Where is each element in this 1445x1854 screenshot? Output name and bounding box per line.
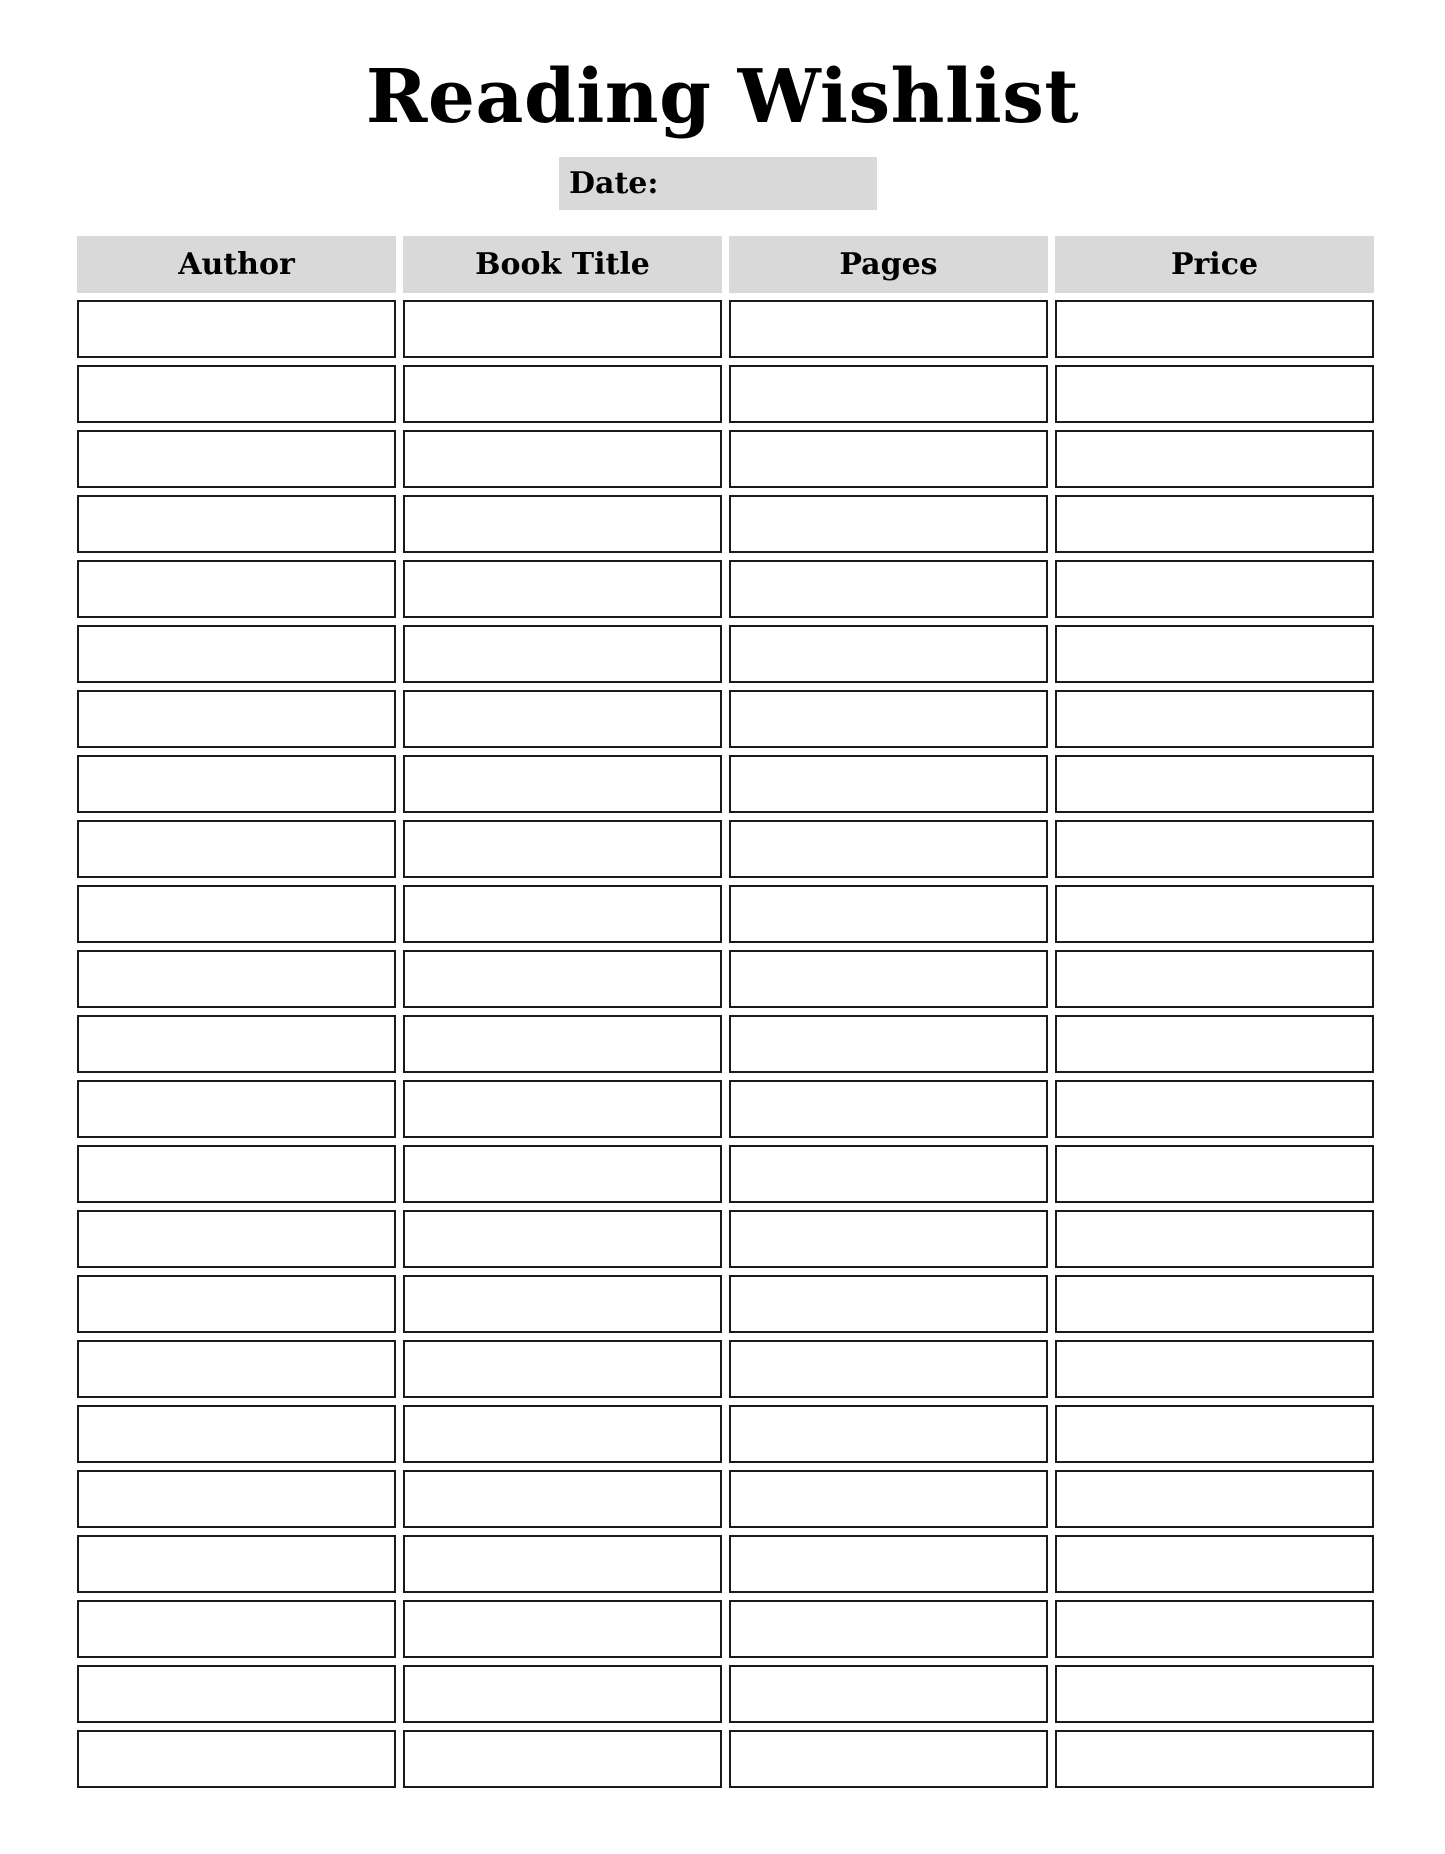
table-cell-book-title[interactable] [403, 1145, 722, 1203]
table-cell-book-title[interactable] [403, 430, 722, 488]
table-cell-book-title[interactable] [403, 1665, 722, 1723]
table-cell-price[interactable] [1055, 495, 1374, 553]
table-cell-price[interactable] [1055, 300, 1374, 358]
table-cell-pages[interactable] [729, 950, 1048, 1008]
table-cell-price[interactable] [1055, 820, 1374, 878]
table-cell-author[interactable] [77, 1405, 396, 1463]
table-cell-book-title[interactable] [403, 820, 722, 878]
table-cell-book-title[interactable] [403, 1600, 722, 1658]
table-cell-author[interactable] [77, 560, 396, 618]
table-cell-pages[interactable] [729, 1405, 1048, 1463]
table-cell-author[interactable] [77, 1275, 396, 1333]
column-header-book-title: Book Title [403, 236, 722, 293]
date-field[interactable] [559, 157, 877, 210]
table-cell-book-title[interactable] [403, 755, 722, 813]
table-cell-author[interactable] [77, 1145, 396, 1203]
table-cell-author[interactable] [77, 1015, 396, 1073]
table-cell-book-title[interactable] [403, 560, 722, 618]
table-cell-pages[interactable] [729, 885, 1048, 943]
table-cell-price[interactable] [1055, 1275, 1374, 1333]
table-header [77, 236, 1374, 293]
table-cell-book-title[interactable] [403, 1015, 722, 1073]
table-cell-price[interactable] [1055, 1210, 1374, 1268]
table-cell-pages[interactable] [729, 430, 1048, 488]
table-cell-pages[interactable] [729, 1665, 1048, 1723]
table-cell-pages[interactable] [729, 755, 1048, 813]
table-cell-price[interactable] [1055, 950, 1374, 1008]
table-cell-price[interactable] [1055, 1145, 1374, 1203]
table-cell-author[interactable] [77, 820, 396, 878]
table-cell-author[interactable] [77, 300, 396, 358]
table-cell-book-title[interactable] [403, 1275, 722, 1333]
table-cell-author[interactable] [77, 430, 396, 488]
table-cell-book-title[interactable] [403, 1080, 722, 1138]
table-cell-pages[interactable] [729, 1600, 1048, 1658]
table-cell-price[interactable] [1055, 1535, 1374, 1593]
table-cell-book-title[interactable] [403, 1470, 722, 1528]
table-cell-author[interactable] [77, 365, 396, 423]
table-cell-price[interactable] [1055, 1470, 1374, 1528]
table-cell-book-title[interactable] [403, 625, 722, 683]
table-cell-author[interactable] [77, 1080, 396, 1138]
table-cell-author[interactable] [77, 690, 396, 748]
table-cell-pages[interactable] [729, 1015, 1048, 1073]
table-cell-book-title[interactable] [403, 885, 722, 943]
page-title: Reading Wishlist [365, 54, 1080, 140]
table-cell-author[interactable] [77, 1730, 396, 1788]
table-cell-pages[interactable] [729, 1470, 1048, 1528]
table-cell-pages[interactable] [729, 820, 1048, 878]
table-cell-book-title[interactable] [403, 365, 722, 423]
table-cell-author[interactable] [77, 1600, 396, 1658]
table-cell-price[interactable] [1055, 755, 1374, 813]
table-cell-book-title[interactable] [403, 495, 722, 553]
table-cell-price[interactable] [1055, 1730, 1374, 1788]
table-cell-pages[interactable] [729, 1535, 1048, 1593]
table-cell-pages[interactable] [729, 1275, 1048, 1333]
table-cell-author[interactable] [77, 1665, 396, 1723]
table-cell-author[interactable] [77, 755, 396, 813]
column-header-author: Author [77, 236, 396, 293]
table-cell-author[interactable] [77, 950, 396, 1008]
table-cell-price[interactable] [1055, 1340, 1374, 1398]
table-cell-pages[interactable] [729, 1210, 1048, 1268]
table-cell-price[interactable] [1055, 430, 1374, 488]
table-cell-pages[interactable] [729, 1730, 1048, 1788]
table-cell-pages[interactable] [729, 1340, 1048, 1398]
table-cell-pages[interactable] [729, 300, 1048, 358]
wishlist-table [77, 300, 1374, 1788]
table-cell-book-title[interactable] [403, 1730, 722, 1788]
table-cell-price[interactable] [1055, 690, 1374, 748]
table-cell-author[interactable] [77, 1340, 396, 1398]
table-cell-author[interactable] [77, 495, 396, 553]
table-cell-price[interactable] [1055, 560, 1374, 618]
table-cell-author[interactable] [77, 1210, 396, 1268]
table-cell-book-title[interactable] [403, 1340, 722, 1398]
table-cell-author[interactable] [77, 625, 396, 683]
table-cell-book-title[interactable] [403, 1405, 722, 1463]
table-cell-pages[interactable] [729, 1080, 1048, 1138]
table-cell-price[interactable] [1055, 1080, 1374, 1138]
table-cell-pages[interactable] [729, 560, 1048, 618]
table-cell-book-title[interactable] [403, 950, 722, 1008]
table-cell-author[interactable] [77, 1535, 396, 1593]
table-cell-author[interactable] [77, 1470, 396, 1528]
table-cell-book-title[interactable] [403, 300, 722, 358]
date-label: Date: [569, 165, 659, 201]
table-cell-author[interactable] [77, 885, 396, 943]
column-header-price: Price [1055, 236, 1374, 293]
table-cell-pages[interactable] [729, 365, 1048, 423]
table-cell-price[interactable] [1055, 1015, 1374, 1073]
table-cell-price[interactable] [1055, 1665, 1374, 1723]
table-cell-pages[interactable] [729, 690, 1048, 748]
table-cell-price[interactable] [1055, 1600, 1374, 1658]
table-cell-pages[interactable] [729, 495, 1048, 553]
table-cell-book-title[interactable] [403, 1535, 722, 1593]
table-cell-price[interactable] [1055, 625, 1374, 683]
column-header-pages: Pages [729, 236, 1048, 293]
table-cell-book-title[interactable] [403, 690, 722, 748]
table-cell-price[interactable] [1055, 365, 1374, 423]
table-cell-price[interactable] [1055, 1405, 1374, 1463]
table-cell-book-title[interactable] [403, 1210, 722, 1268]
table-cell-pages[interactable] [729, 1145, 1048, 1203]
table-cell-price[interactable] [1055, 885, 1374, 943]
table-cell-pages[interactable] [729, 625, 1048, 683]
